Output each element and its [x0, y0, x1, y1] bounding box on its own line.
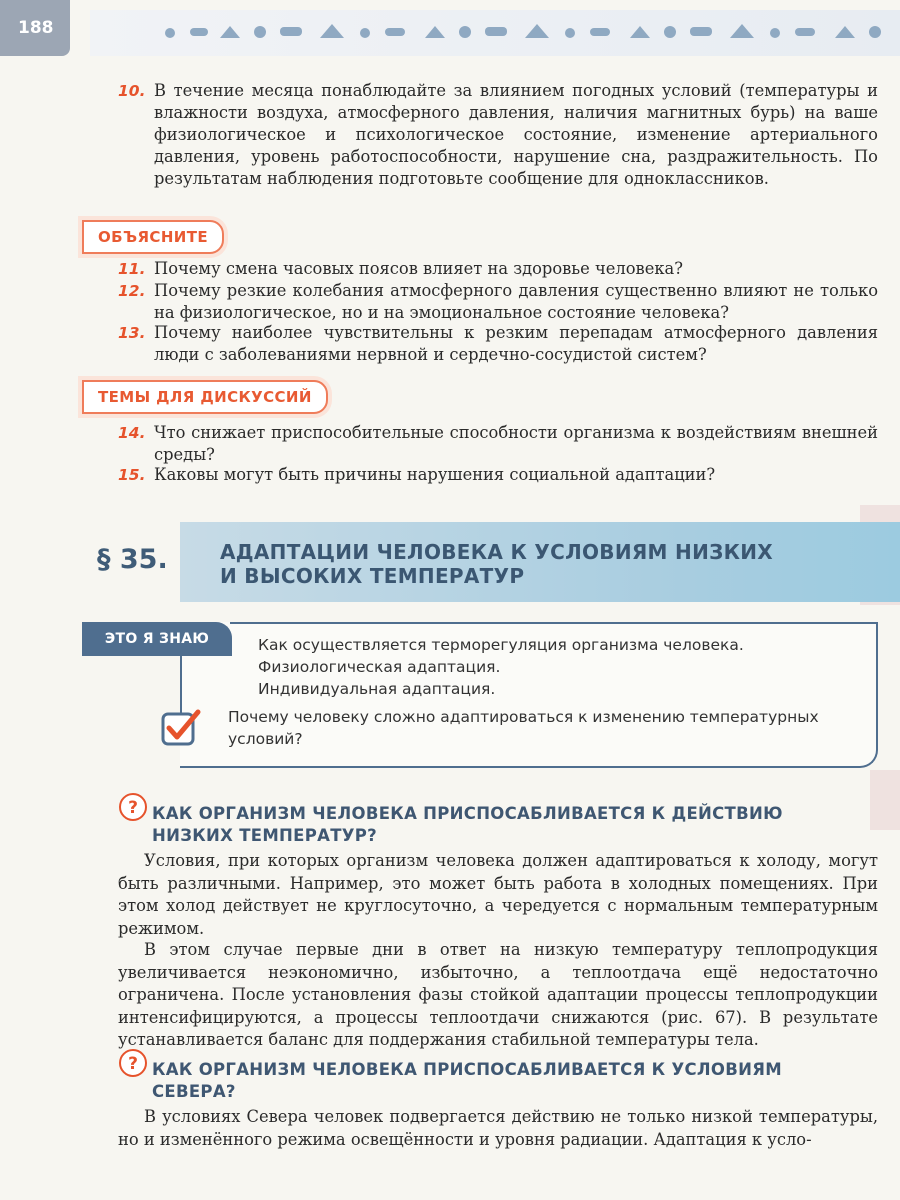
task-text: В течение месяца понаблюдайте за влиянием погодных условий (температуры и влажности воздуха, атмосферного давления, наличия магнитных бурь) на ваше физиологическое и психологическое состояние, изменение артериального давления, уровень работоспособности, нарушение сна, раздражительность. По результатам наблюдения подготовьте сообщение для одноклассников. [154, 81, 878, 188]
checkmark-icon [160, 708, 204, 748]
paragraph-title-line: И ВЫСОКИХ ТЕМПЕРАТУР [220, 564, 525, 588]
discussion-label: ТЕМЫ ДЛЯ ДИСКУССИЙ [82, 380, 328, 414]
section-heading-line: СЕВЕРА? [152, 1082, 236, 1101]
header-animals-icon [160, 18, 890, 48]
task-item [118, 464, 878, 486]
task-text: Почему наиболее чувствительны к резким перепадам атмосферного давления люди с заболеваниями нервной и сердечно-сосудистой систем? [154, 323, 878, 364]
section-heading-line: КАК ОРГАНИЗМ ЧЕЛОВЕКА ПРИСПОСАБЛИВАЕТСЯ К УСЛОВИЯМ [152, 1060, 782, 1079]
task-item [118, 422, 878, 466]
task-text: Почему резкие колебания атмосферного давления существенно влияют не только на физиологическое, но и на эмоциональное состояние человека? [154, 281, 878, 322]
task-number: 14. [118, 424, 146, 442]
know-label: ЭТО Я ЗНАЮ [82, 622, 232, 656]
task-text: Каковы могут быть причины нарушения социальной адаптации? [154, 465, 716, 484]
task-number: 10. [118, 82, 146, 100]
task-item [118, 80, 878, 190]
know-question: Почему человеку сложно адаптироваться к изменению температурных условий? [228, 708, 819, 748]
question-icon [118, 1048, 148, 1078]
know-box-top-border [230, 622, 876, 624]
section-heading-line: НИЗКИХ ТЕМПЕРАТУР? [152, 826, 378, 845]
task-text: Что снижает приспособительные способности организма к воздействиям внешней среды? [154, 423, 878, 464]
task-item [118, 322, 878, 366]
task-number: 12. [118, 282, 146, 300]
know-item: Физиологическая адаптация. [258, 658, 501, 676]
know-item: Как осуществляется терморегуляция организма человека. [258, 636, 744, 654]
section-heading [152, 1059, 872, 1103]
explain-label: ОБЪЯСНИТЕ [82, 220, 224, 254]
know-item: Индивидуальная адаптация. [258, 680, 496, 698]
task-number: 11. [118, 260, 146, 278]
section-heading [152, 803, 872, 847]
side-shade [870, 770, 900, 830]
section-heading-line: КАК ОРГАНИЗМ ЧЕЛОВЕКА ПРИСПОСАБЛИВАЕТСЯ К ДЕЙСТВИЮ [152, 804, 783, 823]
svg-text:?: ? [128, 1054, 138, 1074]
paragraph-title-line: АДАПТАЦИИ ЧЕЛОВЕКА К УСЛОВИЯМ НИЗКИХ [220, 540, 774, 564]
paragraph-number: § 35. [97, 544, 168, 575]
task-item [118, 258, 878, 280]
svg-text:?: ? [128, 798, 138, 818]
task-number: 15. [118, 466, 146, 484]
task-text: Почему смена часовых поясов влияет на здоровье человека? [154, 259, 683, 278]
question-icon [118, 792, 148, 822]
body-paragraph: В условиях Севера человек подвергается действию не только низкой температуры, но и изменённого режима освещённости и уровня радиации. Адаптация к усло- [118, 1107, 878, 1149]
paragraph-title [220, 540, 860, 588]
task-item [118, 280, 878, 324]
page-number: 188 [18, 18, 54, 38]
task-number: 13. [118, 324, 146, 342]
body-paragraph: Условия, при которых организм человека должен адаптироваться к холоду, могут быть различными. Например, это может быть работа в холодных помещениях. При этом холод действует не круглосуточно, а чередуется с нормальным температурным режимом. [118, 851, 878, 938]
body-paragraph: В этом случае первые дни в ответ на низкую температуру теплопродукция увеличивается неэкономично, избыточно, а теплоотдача ещё недостаточно ограничена. После установления фазы стойкой адаптации процессы теплопродукции интенсифицируются, а процессы теплоотдачи снижаются (рис. 67). В результате устанавливается баланс для поддержания стабильной температуры тела. [118, 940, 878, 1049]
